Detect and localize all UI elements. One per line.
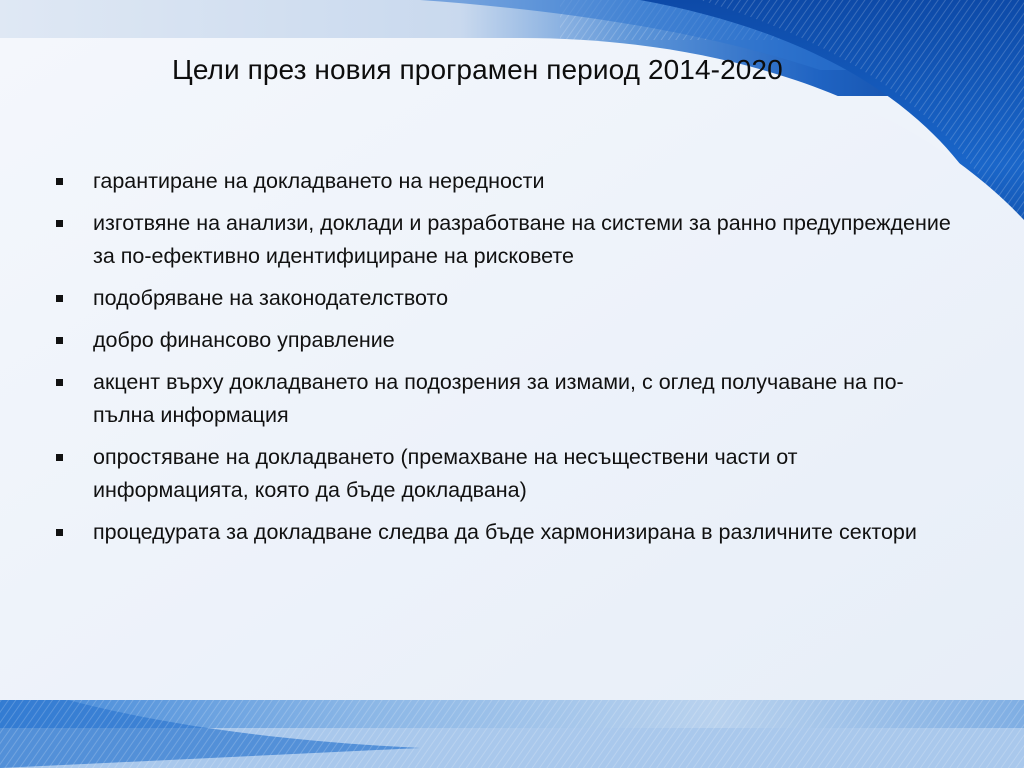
slide-title: Цели през новия програмен период 2014-2020 (172, 54, 783, 85)
square-bullet-icon (56, 379, 63, 386)
list-item-text: процедурата за докладване следва да бъде хармонизирана в различните сектори (93, 520, 917, 544)
list-item (52, 207, 952, 273)
list-item-text: акцент върху докладването на подозрения за измами, с оглед получаване на по-пълна информация (93, 370, 904, 427)
list-item (52, 441, 952, 507)
list-item-text: опростяване на докладването (премахване на несъществени части от информацията, която да бъде докладвана) (93, 445, 798, 502)
list-item (52, 516, 952, 549)
square-bullet-icon (56, 454, 63, 461)
list-item (52, 366, 952, 432)
square-bullet-icon (56, 529, 63, 536)
list-item-text: гарантиране на докладването на нередности (93, 169, 545, 193)
square-bullet-icon (56, 337, 63, 344)
square-bullet-icon (56, 295, 63, 302)
list-item-text: изготвяне на анализи, доклади и разработване на системи за ранно предупреждение за по-ефективно идентифициране на рисковете (93, 211, 951, 268)
list-item (52, 324, 952, 357)
list-item (52, 165, 952, 198)
list-item-text: подобряване на законодателството (93, 286, 449, 310)
square-bullet-icon (56, 178, 63, 185)
bullet-list (52, 165, 952, 558)
square-bullet-icon (56, 220, 63, 227)
list-item-text: добро финансово управление (93, 328, 395, 352)
list-item (52, 282, 952, 315)
